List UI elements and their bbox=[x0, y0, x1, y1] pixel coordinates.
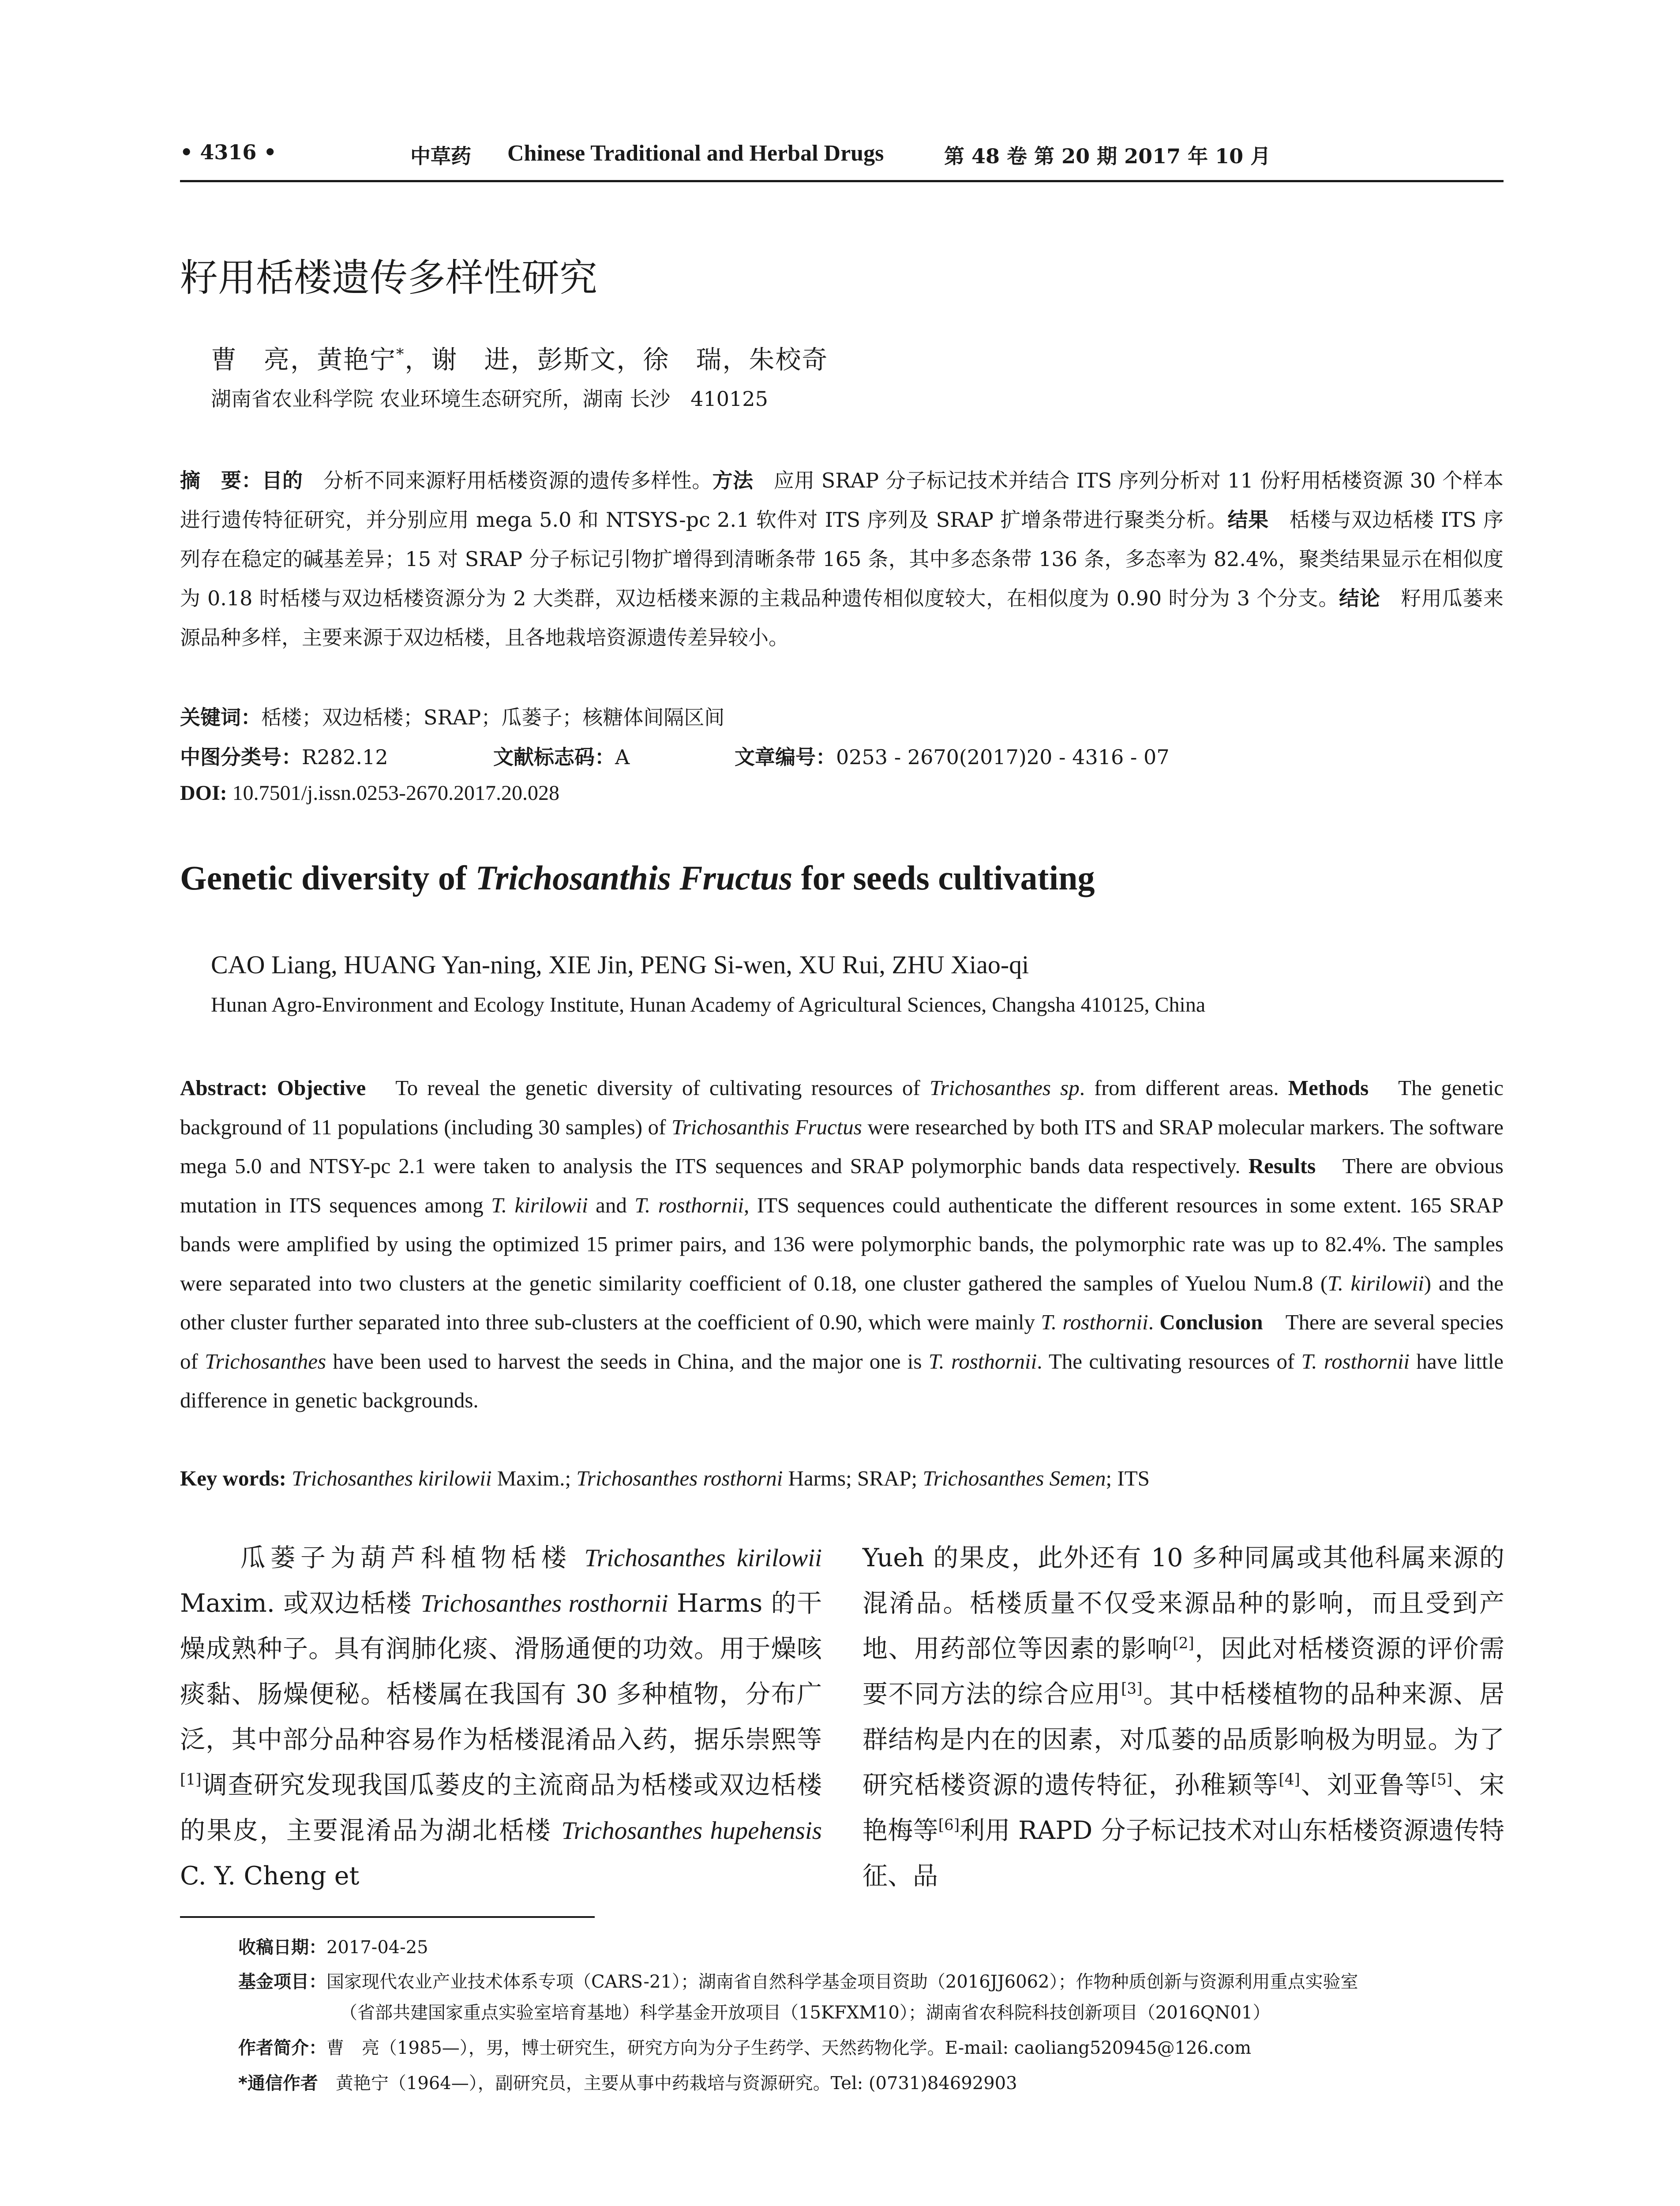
citation-6: [6] bbox=[938, 1816, 960, 1834]
doi: DOI: 10.7501/j.issn.0253-2670.2017.20.028 bbox=[180, 781, 560, 805]
footnote-corresponding: *通信作者 黄艳宁（1964—），副研究员，主要从事中药栽培与资源研究。Tel: (0731)84692903 bbox=[238, 2073, 1017, 2093]
journal-issue: 第 48 卷 第 20 期 2017 年 10 月 bbox=[944, 144, 1271, 168]
keywords-cn: 关键词：栝楼；双边栝楼；SRAP；瓜蒌子；核糖体间隔区间 bbox=[180, 705, 725, 729]
abstract-cn: 摘 要：目的 分析不同来源籽用栝楼资源的遗传多样性。方法 应用 SRAP 分子标记技术并结合 ITS 序列分析对 11 份籽用栝楼资源 30 个样本进行遗传特征研究，并分别应用 mega 5.0 和 NTSYS-pc 2.1 软件对 ITS 序列及 SRAP 扩增条带进行聚类分析。结果 栝楼与双边栝楼 ITS 序列存在稳定的碱基差异；15 对 SRAP 分子标记引物扩增得到清晰条带 165 条，其中多态条带 136 条，多态率为 82.4%，聚类结果显示在相似度为 0.18 时栝楼与双边栝楼资源分为 2 大类群，双边栝楼来源的主栽品种遗传相似度较大，在相似度为 0.90 时分为 3 个分支。结论 籽用瓜蒌来源品种多样，主要来源于双边栝楼，且各地栽培资源遗传差异较小。 bbox=[180, 469, 1504, 649]
article-number: 文章编号：0253 - 2670(2017)20 - 4316 - 07 bbox=[735, 745, 1170, 769]
footnote-rule bbox=[180, 1916, 595, 1918]
citation-1: [1] bbox=[180, 1771, 202, 1789]
journal-name-cn: 中草药 bbox=[410, 144, 471, 168]
citation-4: [4] bbox=[1279, 1771, 1300, 1789]
header-rule bbox=[180, 180, 1504, 182]
citation-3: [3] bbox=[1121, 1680, 1143, 1698]
footnote-author: 作者简介：曹 亮（1985—），男，博士研究生，研究方向为分子生药学、天然药物化学。E-mail: caoliang520945@126.com bbox=[238, 2038, 1252, 2058]
document-code: 文献标志码：A bbox=[493, 745, 630, 769]
page-number: • 4316 • bbox=[180, 140, 277, 164]
footnote-fund: 基金项目：国家现代农业产业技术体系专项（CARS-21）；湖南省自然科学基金项目资助（2016JJ6062）；作物种质创新与资源利用重点实验室 bbox=[238, 1972, 1358, 1992]
body-column-left: 瓜蒌子为葫芦科植物栝楼 Trichosanthes kirilowii Maxim. 或双边栝楼 Trichosanthes rosthornii Harms 的干燥成熟种子。具有润肺化痰、滑肠通便的功效。用于燥咳痰黏、肠燥便秘。栝楼属在我国有 30 多种植物，分布广泛，其中部分品种容易作为栝楼混淆品入药，据乐崇熙等[1]调查研究发现我国瓜蒌皮的主流商品为栝楼或双边栝楼的果皮，主要混淆品为湖北栝楼 Trichosanthes hupehensis C. Y. Cheng et bbox=[180, 1543, 822, 1891]
title-en: Genetic diversity of Trichosanthis Fructus for seeds cultivating bbox=[180, 859, 1095, 897]
footnote-received: 收稿日期：2017-04-25 bbox=[238, 1937, 428, 1958]
affiliation-en: Hunan Agro-Environment and Ecology Institute, Hunan Academy of Agricultural Sciences, Changsha 410125, China bbox=[211, 993, 1206, 1017]
clc-number: 中图分类号：R282.12 bbox=[180, 745, 388, 769]
body-column-right: Yueh 的果皮，此外还有 10 多种同属或其他科属来源的混淆品。栝楼质量不仅受来源品种的影响，而且受到产地、用药部位等因素的影响[2]，因此对栝楼资源的评价需要不同方法的综合应用[3]。其中栝楼植物的品种来源、居群结构是内在的因素，对瓜蒌的品质影响极为明显。为了研究栝楼资源的遗传特征，孙稚颖等[4]、刘亚鲁等[5]、宋艳梅等[6]利用 RAPD 分子标记技术对山东栝楼资源遗传特征、品 bbox=[862, 1543, 1505, 1891]
title-cn: 籽用栝楼遗传多样性研究 bbox=[180, 256, 597, 300]
citation-5: [5] bbox=[1431, 1771, 1453, 1789]
footnote-fund-cont: （省部共建国家重点实验室培育基地）科学基金开放项目（15KFXM10）；湖南省农科院科技创新项目（2016QN01） bbox=[340, 2003, 1271, 2023]
authors-cn: 曹 亮，黄艳宁*，谢 进，彭斯文，徐 瑞，朱校奇 bbox=[211, 345, 829, 375]
affiliation-cn: 湖南省农业科学院 农业环境生态研究所，湖南 长沙 410125 bbox=[211, 387, 768, 411]
authors-en: CAO Liang, HUANG Yan-ning, XIE Jin, PENG Si-wen, XU Rui, ZHU Xiao-qi bbox=[211, 950, 1029, 979]
keywords-en: Key words: Trichosanthes kirilowii Maxim.; Trichosanthes rosthorni Harms; SRAP; Trichosanthes Semen; ITS bbox=[180, 1466, 1150, 1490]
abstract-en: Abstract: Objective To reveal the genetic diversity of cultivating resources of Trichosanthes sp. from different areas. Methods The genetic background of 11 populations (including 30 samples) of Trichosanthis Fructus were researched by both ITS and SRAP molecular markers. The software mega 5.0 and NTSY-pc 2.1 were taken to analysis the ITS sequences and SRAP polymorphic bands data respectively. Results There are obvious mutation in ITS sequences among T. kirilowii and T. rosthornii, ITS sequences could authenticate the different resources in some extent. 165 SRAP bands were amplified by using the optimized 15 primer pairs, and 136 were polymorphic bands, the polymorphic rate was up to 82.4%. The samples were separated into two clusters at the genetic similarity coefficient of 0.18, one cluster gathered the samples of Yuelou Num.8 (T. kirilowii) and the other cluster further separated into three sub-clusters at the coefficient of 0.90, which were mainly T. rosthornii. Conclusion There are several species of Trichosanthes have been used to harvest the seeds in China, and the major one is T. rosthornii. The cultivating resources of T. rosthornii have little difference in genetic backgrounds. bbox=[180, 1076, 1504, 1412]
citation-2: [2] bbox=[1173, 1635, 1194, 1652]
journal-name-en: Chinese Traditional and Herbal Drugs bbox=[507, 141, 884, 166]
